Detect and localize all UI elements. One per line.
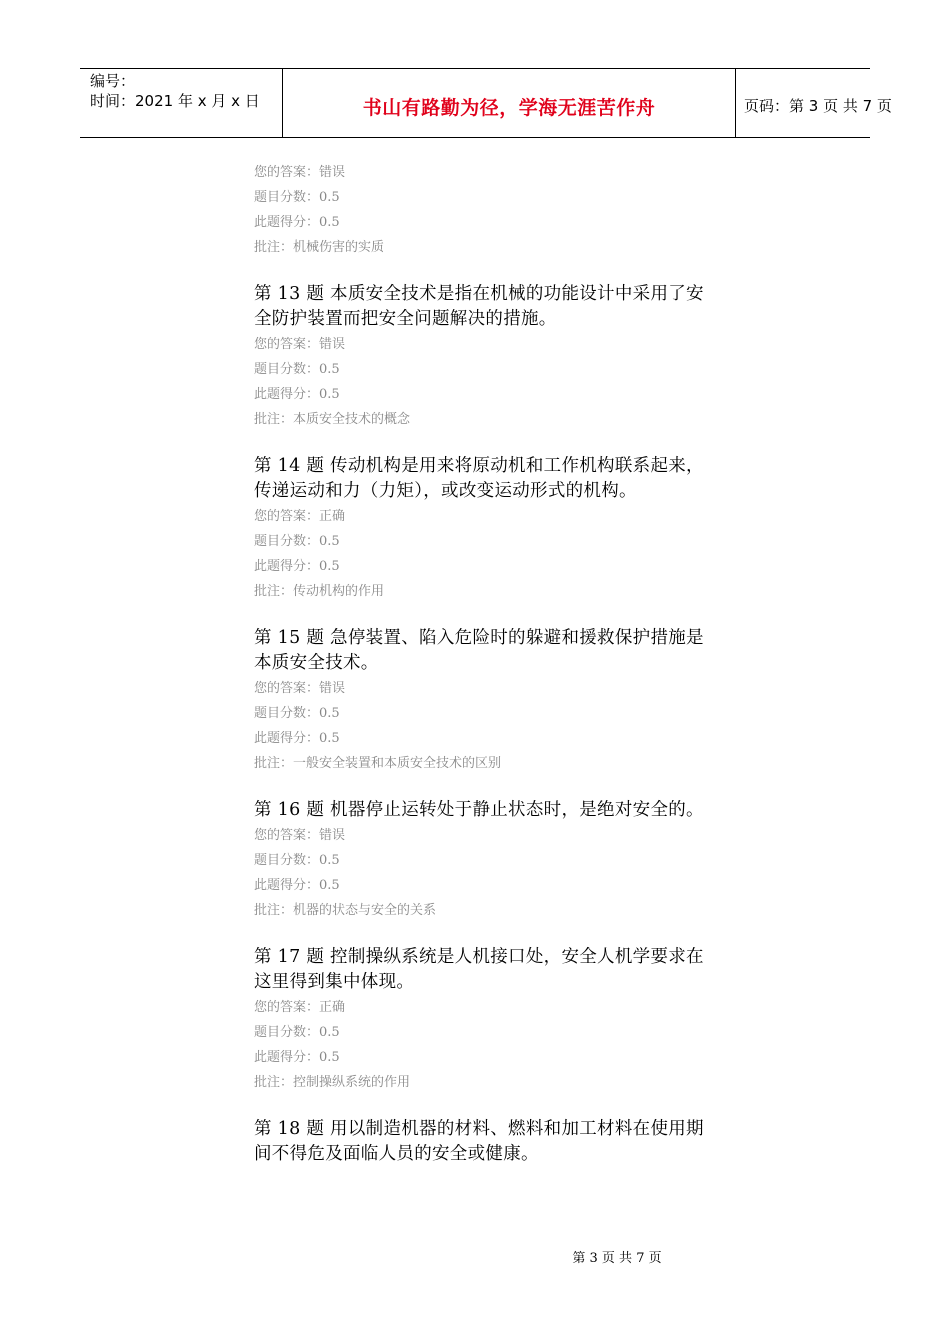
- time-label: 时间：2021 年 x 月 x 日: [90, 92, 260, 110]
- page-code: 页码：第 3 页 共 7 页: [744, 97, 892, 115]
- score-line: 题目分数：0.5: [254, 190, 340, 205]
- page-footer: [0, 1247, 950, 1266]
- question-title: 第 13 题 本质安全技术是指在机械的功能设计中采用了安全防护装置而把安全问题解决的措施。: [254, 284, 704, 329]
- motto-text: 书山有路勤为径，学海无涯苦作舟: [362, 97, 656, 119]
- got-line: 此题得分：0.5: [254, 215, 340, 230]
- got-line: 此题得分：0.5: [254, 387, 340, 402]
- got-line: 此题得分：0.5: [254, 731, 340, 746]
- question-16: [254, 798, 714, 923]
- header-info-cell: [80, 69, 282, 137]
- question-15: [254, 626, 714, 776]
- question-title: 第 18 题 用以制造机器的材料、燃料和加工材料在使用期间不得危及面临人员的安全或健康。: [254, 1119, 704, 1164]
- answer-line: 您的答案：正确: [254, 509, 346, 524]
- question-title: 第 15 题 急停装置、陷入危险时的躲避和援救保护措施是本质安全技术。: [254, 628, 704, 673]
- footer-page-number: 第 3 页 共 7 页: [572, 1251, 662, 1266]
- got-line: 此题得分：0.5: [254, 559, 340, 574]
- serial-label: 编号：: [90, 72, 136, 90]
- question-continuation: [254, 160, 714, 260]
- got-line: 此题得分：0.5: [254, 878, 340, 893]
- note-line: 批注：本质安全技术的概念: [254, 412, 411, 427]
- note-line: 批注：控制操纵系统的作用: [254, 1075, 411, 1090]
- question-14: [254, 454, 714, 604]
- header-motto-cell: [282, 69, 736, 137]
- answer-line: 您的答案：错误: [254, 337, 346, 352]
- question-title: 第 16 题 机器停止运转处于静止状态时，是绝对安全的。: [254, 800, 704, 820]
- question-18: [254, 1117, 714, 1167]
- score-line: 题目分数：0.5: [254, 362, 340, 377]
- score-line: 题目分数：0.5: [254, 706, 340, 721]
- question-17: [254, 945, 714, 1095]
- note-line: 批注：传动机构的作用: [254, 584, 385, 599]
- question-13: [254, 282, 714, 432]
- question-title: 第 14 题 传动机构是用来将原动机和工作机构联系起来，传递运动和力（力矩），或改变运动形式的机构。: [254, 456, 704, 501]
- got-line: 此题得分：0.5: [254, 1050, 340, 1065]
- answer-line: 您的答案：错误: [254, 165, 346, 180]
- answer-line: 您的答案：错误: [254, 828, 346, 843]
- score-line: 题目分数：0.5: [254, 1025, 340, 1040]
- document-header: [80, 68, 892, 138]
- question-title: 第 17 题 控制操纵系统是人机接口处，安全人机学要求在这里得到集中体现。: [254, 947, 704, 992]
- question-content: [254, 160, 714, 1167]
- score-line: 题目分数：0.5: [254, 853, 340, 868]
- note-line: 批注：机器的状态与安全的关系: [254, 903, 437, 918]
- note-line: 批注：一般安全装置和本质安全技术的区别: [254, 756, 502, 771]
- score-line: 题目分数：0.5: [254, 534, 340, 549]
- answer-line: 您的答案：错误: [254, 681, 346, 696]
- answer-line: 您的答案：正确: [254, 1000, 346, 1015]
- note-line: 批注：机械伤害的实质: [254, 240, 385, 255]
- header-page-cell: [735, 69, 892, 137]
